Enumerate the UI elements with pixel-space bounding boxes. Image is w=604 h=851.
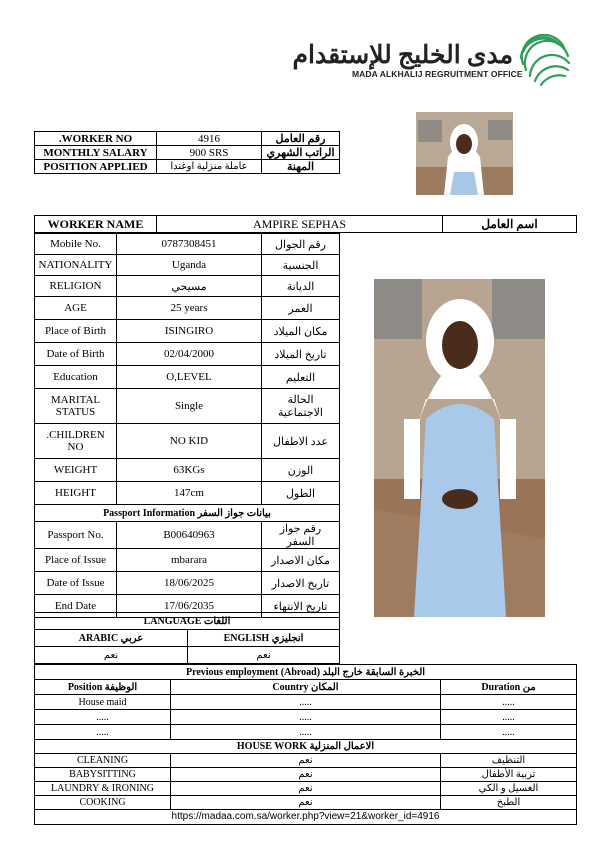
cell-position: .....: [35, 710, 171, 725]
logo-icon: [517, 34, 573, 90]
passport-section-title: Passport Information بيانات جواز السفر: [35, 505, 340, 522]
table-row: [35, 796, 577, 810]
detail-value: O,LEVEL: [117, 366, 262, 389]
summary-label: POSITION APPLIED: [35, 160, 157, 174]
detail-row: [35, 482, 340, 505]
detail-label: RELIGION: [35, 276, 117, 297]
detail-row: [35, 389, 340, 424]
passport-label: Passport No.: [35, 522, 117, 549]
table-row: [35, 782, 577, 796]
house-work-value: نعم: [171, 754, 441, 768]
table-row: [35, 710, 577, 725]
detail-label-ar: عدد الاطفال: [262, 424, 340, 459]
previous-employment-title: Previous employment (Abroad) الخبرة السابقة خارج البلد: [35, 665, 577, 680]
detail-label-ar: تاريخ الميلاد: [262, 343, 340, 366]
detail-row: [35, 424, 340, 459]
passport-label-ar: تاريخ الاصدار: [262, 572, 340, 595]
detail-label: NATIONALITY: [35, 255, 117, 276]
passport-row: [35, 572, 340, 595]
passport-label: Date of Issue: [35, 572, 117, 595]
detail-row: [35, 343, 340, 366]
passport-label-ar: رقم جواز السفر: [262, 522, 340, 549]
column-header-country: Country المكان: [171, 680, 441, 695]
detail-row: [35, 320, 340, 343]
detail-row: [35, 255, 340, 276]
detail-label-ar: الوزن: [262, 459, 340, 482]
summary-table: [34, 131, 340, 174]
summary-row: [35, 132, 340, 146]
detail-row: [35, 366, 340, 389]
house-work-value: نعم: [171, 796, 441, 810]
language-section-title: LANGUAGE اللغات: [35, 613, 340, 630]
detail-label: MARITAL STATUS: [35, 389, 117, 424]
table-row: [35, 695, 577, 710]
detail-label-ar: الديانة: [262, 276, 340, 297]
summary-label-ar: المهنة: [262, 160, 340, 174]
language-table: [34, 612, 340, 664]
cell-position: .....: [35, 725, 171, 740]
passport-value: B00640963: [117, 522, 262, 549]
detail-label-ar: الطول: [262, 482, 340, 505]
table-row: [35, 754, 577, 768]
house-work-label-ar: الطبخ: [441, 796, 577, 810]
detail-label: AGE: [35, 297, 117, 320]
detail-row: [35, 297, 340, 320]
table-row: [35, 725, 577, 740]
worker-photo-small: [416, 112, 513, 195]
house-work-table: [34, 739, 577, 810]
summary-value: 900 SRS: [157, 146, 262, 160]
detail-label-ar: مكان الميلاد: [262, 320, 340, 343]
table-row: [35, 768, 577, 782]
summary-row: [35, 146, 340, 160]
house-work-value: نعم: [171, 782, 441, 796]
worker-name-table: [34, 215, 577, 233]
cell-country: .....: [171, 710, 441, 725]
detail-value: 0787308451: [117, 234, 262, 255]
house-work-label: COOKING: [35, 796, 171, 810]
passport-label: End Date: [35, 595, 117, 618]
house-work-label: CLEANING: [35, 754, 171, 768]
detail-value: مسيحي: [117, 276, 262, 297]
passport-row: [35, 549, 340, 572]
cell-country: .....: [171, 695, 441, 710]
summary-label-ar: الراتب الشهري: [262, 146, 340, 160]
house-work-title: HOUSE WORK الاعمال المنزلية: [35, 740, 577, 754]
passport-label-ar: تاريخ الانتهاء: [262, 595, 340, 618]
cell-duration: .....: [441, 695, 577, 710]
detail-row: [35, 459, 340, 482]
detail-value: ISINGIRO: [117, 320, 262, 343]
detail-value: NO KID: [117, 424, 262, 459]
detail-label: Date of Birth: [35, 343, 117, 366]
house-work-label: BABYSITTING: [35, 768, 171, 782]
house-work-label-ar: الغسيل و الكي: [441, 782, 577, 796]
logo-arabic-name: مدى الخليج للإستقدام: [292, 42, 513, 69]
cell-position: House maid: [35, 695, 171, 710]
detail-label-ar: التعليم: [262, 366, 340, 389]
detail-label: WEIGHT: [35, 459, 117, 482]
detail-label-ar: الحالة الاجتماعية: [262, 389, 340, 424]
detail-value: 63KGs: [117, 459, 262, 482]
house-work-value: نعم: [171, 768, 441, 782]
detail-value: 147cm: [117, 482, 262, 505]
summary-label: MONTHLY SALARY: [35, 146, 157, 160]
passport-row: [35, 522, 340, 549]
cell-duration: .....: [441, 725, 577, 740]
passport-label: Place of Issue: [35, 549, 117, 572]
summary-label-ar: رقم العامل: [262, 132, 340, 146]
detail-label: Place of Birth: [35, 320, 117, 343]
cell-duration: .....: [441, 710, 577, 725]
details-table: [34, 233, 340, 618]
detail-label-ar: الجنسية: [262, 255, 340, 276]
detail-label-ar: العمر: [262, 297, 340, 320]
house-work-label: LAUNDRY & IRONING: [35, 782, 171, 796]
detail-label: Education: [35, 366, 117, 389]
worker-photo-large: [374, 279, 545, 617]
worker-name-label: WORKER NAME: [35, 216, 157, 233]
language-arabic-label: ARABIC عربي: [35, 630, 188, 647]
detail-value: 02/04/2000: [117, 343, 262, 366]
passport-value: mbarara: [117, 549, 262, 572]
cell-country: .....: [171, 725, 441, 740]
detail-label: HEIGHT: [35, 482, 117, 505]
summary-row: [35, 160, 340, 174]
passport-value: 17/06/2035: [117, 595, 262, 618]
previous-employment-table: [34, 664, 577, 740]
column-header-position: Position الوظيفة: [35, 680, 171, 695]
logo-english-name: MADA ALKHALIJ REGRUITMENT OFFICE: [352, 69, 523, 79]
house-work-label-ar: تربية الأطفال: [441, 768, 577, 782]
detail-label: .CHILDREN NO: [35, 424, 117, 459]
detail-value: 25 years: [117, 297, 262, 320]
worker-name-value: AMPIRE SEPHAS: [157, 216, 443, 233]
detail-row: [35, 276, 340, 297]
column-header-duration: Duration من: [441, 680, 577, 695]
language-english-label: ENGLISH انجليزي: [188, 630, 340, 647]
house-work-label-ar: التنظيف: [441, 754, 577, 768]
detail-value: Single: [117, 389, 262, 424]
passport-label-ar: مكان الاصدار: [262, 549, 340, 572]
detail-label-ar: رقم الجوال: [262, 234, 340, 255]
passport-value: 18/06/2025: [117, 572, 262, 595]
summary-label: .WORKER NO: [35, 132, 157, 146]
footer-url[interactable]: https://madaa.com.sa/worker.php?view=21&worker_id=4916: [34, 810, 577, 825]
worker-name-label-ar: اسم العامل: [443, 216, 577, 233]
detail-row: [35, 234, 340, 255]
summary-value: عاملة منزلية اوغندا: [157, 160, 262, 174]
language-english-value: نعم: [188, 647, 340, 664]
detail-value: Uganda: [117, 255, 262, 276]
detail-label: Mobile No.: [35, 234, 117, 255]
summary-value: 4916: [157, 132, 262, 146]
language-arabic-value: نعم: [35, 647, 188, 664]
